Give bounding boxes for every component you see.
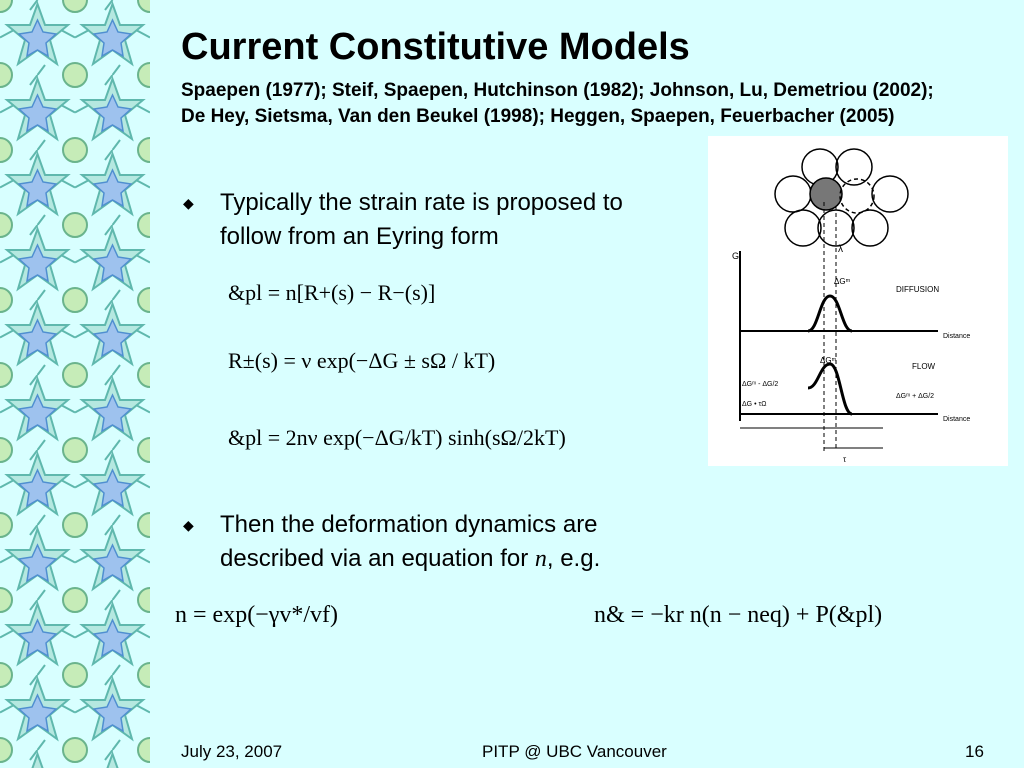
bullet-2-line-2 <box>220 542 600 576</box>
bullet-1-line-2: follow from an Eyring form <box>220 223 499 250</box>
fig-distance-2: Distance <box>943 416 971 423</box>
fig-left-label-2: ΔG • τΩ <box>742 401 767 408</box>
equation-4 <box>175 602 338 629</box>
bullet-2-suffix: , e.g. <box>546 545 601 572</box>
fig-lambda: λ <box>838 244 843 255</box>
equation-3-text: &pl = 2nν exp(−ΔG/kT) sinh(sΩ/2kT) <box>228 425 566 450</box>
fig-distance-1: Distance <box>943 333 971 340</box>
equation-2 <box>228 348 495 374</box>
equation-5-text: n& = −kr n(n − neq) + P(&pl) <box>594 602 883 628</box>
equation-3 <box>228 425 566 451</box>
fig-delta-gm-1: ΔGᵐ <box>834 277 851 286</box>
decorative-border <box>0 0 150 768</box>
fig-flow: FLOW <box>912 362 936 371</box>
fig-delta-gm-2: ΔGᵐ <box>820 356 837 365</box>
equation-4-text: n = exp(−γv*/vf) <box>175 602 338 628</box>
bullet-2-line-2-text: described via an equation for <box>220 545 535 572</box>
energy-diagram <box>708 136 1008 466</box>
fig-diffusion: DIFFUSION <box>896 285 940 294</box>
slide-title: Current Constitutive Models <box>181 26 690 68</box>
fig-left-label-1: ΔGᵐ - ΔG/2 <box>742 381 779 388</box>
footer-date: July 23, 2007 <box>181 742 283 761</box>
free-volume-energy-figure <box>708 136 1008 466</box>
fig-g-axis: G <box>732 251 740 261</box>
bullet-2-symbol: n <box>534 546 547 572</box>
equation-1 <box>228 280 435 306</box>
bullet-icon: ◆ <box>183 195 194 211</box>
fig-right-label: ΔGᵐ + ΔG/2 <box>896 393 935 400</box>
bullet-2-line-1: Then the deformation dynamics are <box>220 511 598 538</box>
bullet-icon: ◆ <box>183 517 194 533</box>
fig-tau: τ <box>843 455 847 464</box>
bullet-1-line-1: Typically the strain rate is proposed to <box>220 189 623 216</box>
footer-venue: PITP @ UBC Vancouver <box>482 742 667 761</box>
footer-page-number: 16 <box>965 742 984 761</box>
slide-subtitle: Spaepen (1977); Steif, Spaepen, Hutchinson (1982); Johnson, Lu, Demetriou (2002); De Hey, Sietsma, Van den Beukel (1998); Heggen, Spaepen, Feuerbacher (2005) <box>181 80 934 127</box>
equation-5 <box>594 602 882 629</box>
equation-2-text: R±(s) = ν exp(−ΔG ± sΩ / kT) <box>228 348 496 373</box>
equation-1-text: &pl = n[R+(s) − R−(s)] <box>228 280 436 305</box>
